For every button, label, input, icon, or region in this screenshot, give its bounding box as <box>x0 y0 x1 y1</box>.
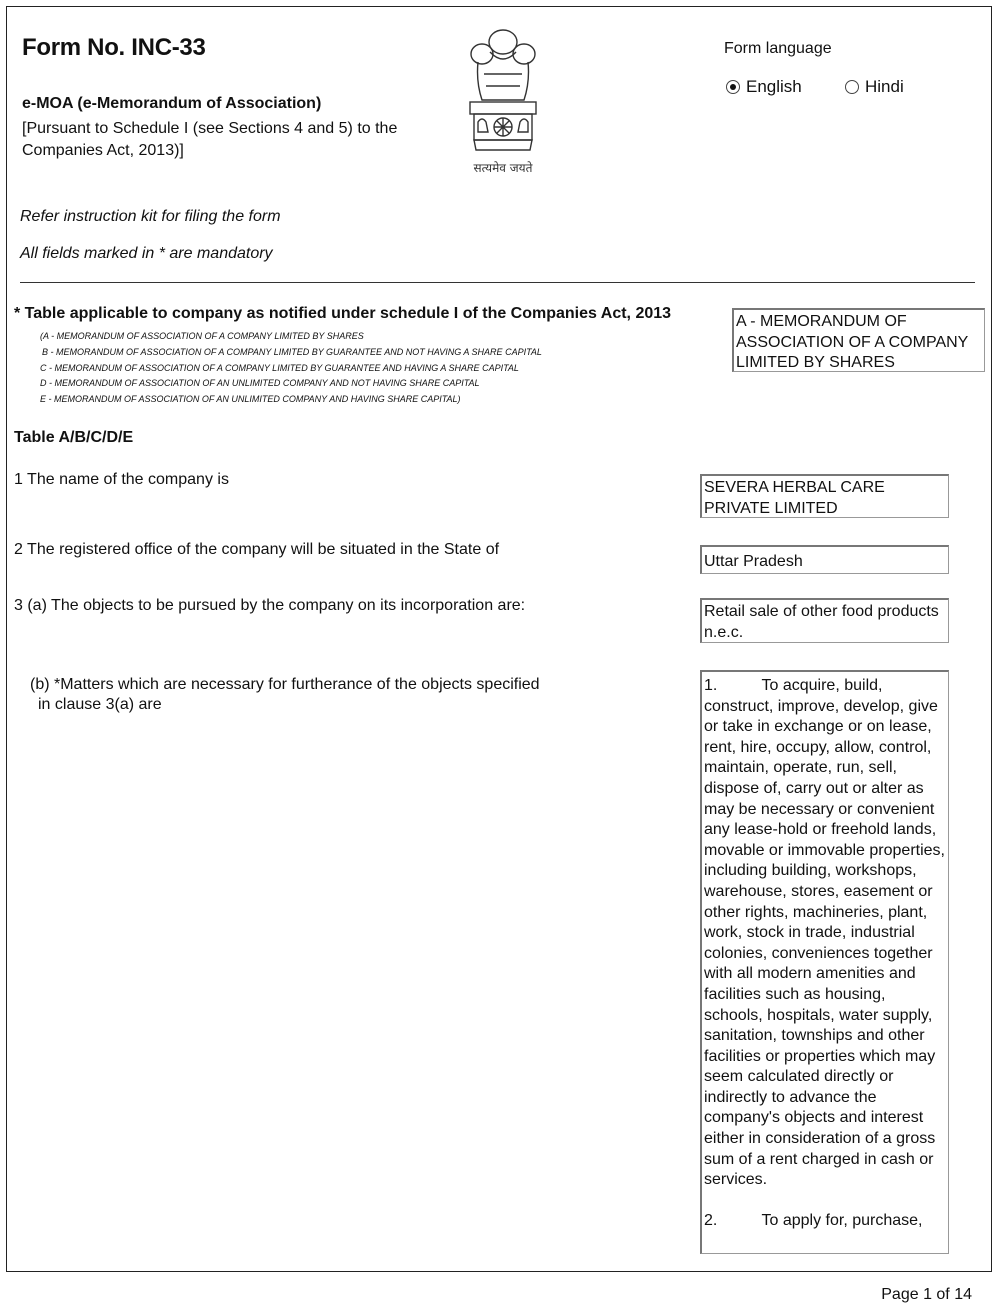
instruction-kit-note: Refer instruction kit for filing the form <box>20 208 281 225</box>
mandatory-note: All fields marked in * are mandatory <box>20 245 273 262</box>
schedule-option: E - MEMORANDUM OF ASSOCIATION OF AN UNLIMITED COMPANY AND HAVING SHARE CAPITAL) <box>40 394 461 405</box>
schedule-option: (A - MEMORANDUM OF ASSOCIATION OF A COMPANY LIMITED BY SHARES <box>40 331 364 341</box>
radio-unselected-icon[interactable] <box>845 80 859 94</box>
matters-label-line2: in clause 3(a) are <box>38 696 162 713</box>
registered-state-field[interactable]: Uttar Pradesh <box>700 545 949 574</box>
schedule-option: C - MEMORANDUM OF ASSOCIATION OF A COMPANY LIMITED BY GUARANTEE AND HAVING A SHARE CAPITAL <box>40 362 519 373</box>
schedule-option: D - MEMORANDUM OF ASSOCIATION OF AN UNLIMITED COMPANY AND NOT HAVING SHARE CAPITAL <box>40 378 480 389</box>
form-title: e-MOA (e-Memorandum of Association) <box>22 95 322 112</box>
language-option-english[interactable] <box>726 77 802 97</box>
radio-selected-icon[interactable] <box>726 80 740 94</box>
objects-field[interactable]: Retail sale of other food products n.e.c. <box>700 598 949 643</box>
emblem-motto: सत्यमेव जयते <box>473 161 533 175</box>
schedule-options-list <box>40 329 542 408</box>
schedule-heading: * Table applicable to company as notified under schedule I of the Companies Act, 2013 <box>14 305 672 322</box>
table-heading: Table A/B/C/D/E <box>14 429 134 446</box>
company-name-field[interactable]: SEVERA HERBAL CARE PRIVATE LIMITED <box>700 474 949 518</box>
divider <box>20 282 975 283</box>
matters-label-line1: (b) *Matters which are necessary for furtherance of the objects specified <box>30 676 540 693</box>
national-emblem-icon <box>448 22 558 182</box>
registered-state-label: 2 The registered office of the company will be situated in the State of <box>14 541 500 558</box>
form-language-label: Form language <box>724 40 832 57</box>
schedule-table-select[interactable]: A - MEMORANDUM OF ASSOCIATION OF A COMPANY LIMITED BY SHARES <box>732 308 985 372</box>
schedule-option: B - MEMORANDUM OF ASSOCIATION OF A COMPANY LIMITED BY GUARANTEE AND NOT HAVING A SHARE CAPITAL <box>42 346 542 357</box>
language-option-label: English <box>746 77 802 96</box>
pursuant-text: [Pursuant to Schedule I (see Sections 4 and 5) to the Companies Act, 2013)] <box>22 120 398 159</box>
language-option-hindi[interactable] <box>845 77 904 97</box>
objects-label: 3 (a) The objects to be pursued by the company on its incorporation are: <box>14 597 526 614</box>
matters-textarea[interactable]: 1. To acquire, build, construct, improve, develop, give or take in exchange or on lease, rent, hire, occupy, allow, control, maintain, operate, run, sell, dispose of, carry out or alter as may be necessary or convenient any lease-hold or freehold lands, movable or immovable properties, including building, workshops, warehouse, stores, easement or other rights, machineries, plant, work, stock in trade, industrial colonies, conveniences together with all modern amenities and facilities such as housing, schools, hospitals, water supply, sanitation, townships and other facilities or properties which may seem calculated directly or indirectly to advance the company's objects and interest either in consideration of a gross sum of a rent charged in cash or services. 2. To apply for, purchase, <box>700 670 949 1254</box>
page-number: Page 1 of 14 <box>881 1286 972 1303</box>
company-name-label: 1 The name of the company is <box>14 471 229 488</box>
language-option-label: Hindi <box>865 77 904 96</box>
form-number: Form No. INC-33 <box>22 34 206 61</box>
